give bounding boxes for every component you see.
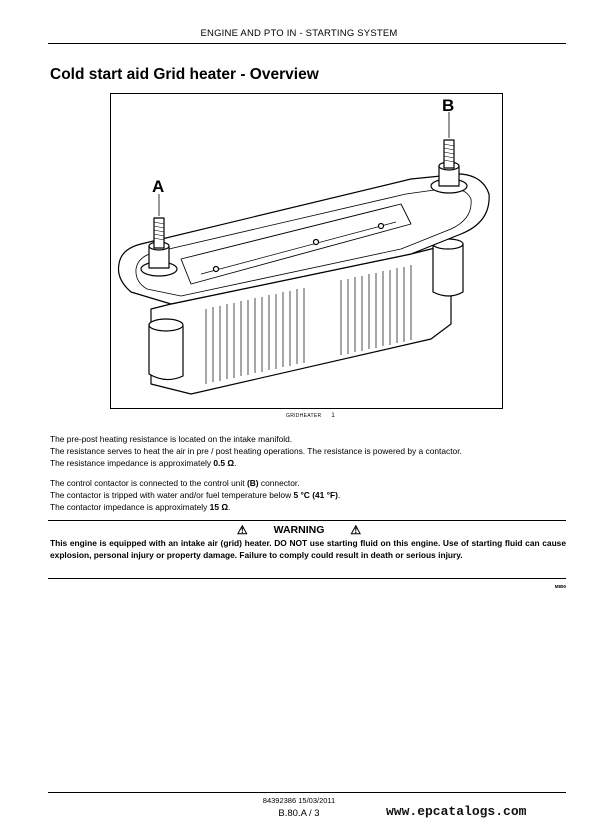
- temp-celsius: 5 °C: [293, 490, 310, 500]
- watermark: www.epcatalogs.com: [386, 804, 527, 819]
- connector-ref: (B): [246, 478, 259, 488]
- section-header: ENGINE AND PTO IN - STARTING SYSTEM: [200, 28, 398, 39]
- caption-id: GRIDHEATER: [286, 413, 322, 419]
- figure-caption: [286, 413, 335, 419]
- paragraph-line: The contactor impedance is approximately 15 Ω.: [50, 502, 231, 512]
- warning-text: This engine is equipped with an intake air (grid) heater. DO NOT use starting fluid on this engine. Use of starting fluid can cause explosion, personal injury or property damage. Failure to comply could result in death or serious injury.: [50, 538, 566, 560]
- header-rule: [48, 43, 566, 44]
- grid-heater-figure: [110, 93, 503, 409]
- paragraph-line: The resistance serves to heat the air in pre / post heating operations. The resistance is powered by a contactor.: [50, 446, 462, 456]
- footer-doc-ref: 84392386 15/03/2011: [262, 796, 336, 805]
- paragraph-line: The pre-post heating resistance is located on the intake manifold.: [50, 434, 293, 444]
- warning-top-rule: [48, 520, 566, 521]
- temp-fahrenheit: (41 °F): [312, 490, 338, 500]
- paragraph-resistance: [50, 433, 570, 469]
- paragraph-line: The control contactor is connected to the control unit (B) connector.: [50, 478, 300, 488]
- footer-rule: [48, 792, 566, 793]
- resistance-value: 0.5 Ω: [213, 458, 235, 468]
- impedance-value: 15 Ω: [209, 502, 229, 512]
- warning-triangle-icon: ⚠: [236, 523, 248, 537]
- footer-page-ref: B.80.A / 3: [278, 808, 320, 819]
- warning-bottom-rule: [48, 578, 566, 579]
- paragraph-contactor: [50, 477, 570, 513]
- warning-triangle-icon: ⚠: [350, 523, 362, 537]
- paragraph-line: The resistance impedance is approximately 0.5 Ω.: [50, 458, 237, 468]
- warning-title: WARNING: [273, 524, 325, 536]
- warning-heading: [0, 523, 598, 537]
- page-title: Cold start aid Grid heater - Overview: [50, 66, 319, 83]
- warning-code: M850: [554, 584, 566, 589]
- paragraph-line: The contactor is tripped with water and/or fuel temperature below 5 °C (41 °F).: [50, 490, 341, 500]
- callout-b: B: [442, 96, 455, 115]
- grid-heater-illustration: [111, 94, 502, 408]
- caption-number: 1: [331, 413, 336, 419]
- callout-a: A: [152, 177, 165, 196]
